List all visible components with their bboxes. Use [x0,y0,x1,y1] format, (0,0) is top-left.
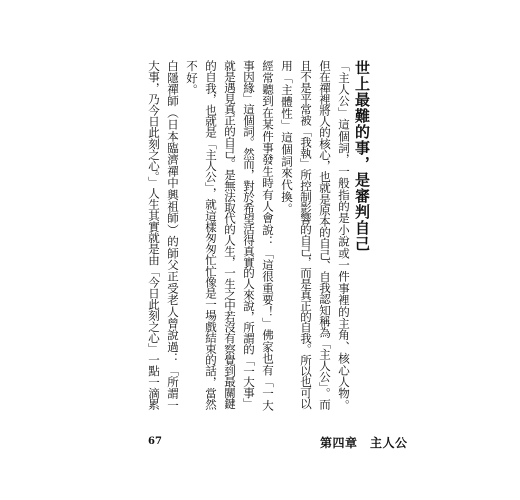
text-line-9: 不好。 [185,60,199,96]
text-line-3: 且不是平常被「我執」所控制影響的自己，而是真正的自我。所以也可以 [299,60,313,409]
text-line-6: 事因緣」這個詞。然而，對於希望活得真實的人來說，所謂的「一大事」 [242,60,256,409]
text-line-7: 就是遇見真正的自己。是無法取代的人生，一生之中若沒有察覺到最關鍵 [223,60,237,409]
text-line-10: 白隱禪師（日本臨濟禪中興祖師）的師父正受老人曾說過：「所謂一 [166,60,180,411]
text-line-4: 用「主體性」這個詞來代換。 [280,60,294,215]
text-line-1: 「主人公」這個詞，一般指的是小說或一件事裡的主角、核心人物。 [337,60,351,411]
text-line-11: 大事，乃今日此刻之心。」人生其實就是由「今日此刻之心」一點一滴累 [147,60,161,410]
text-line-2: 但在禪裡將人的核心，也就是原本的自己、自我認知稱為「主人公」。而 [318,60,332,410]
page-number: 67 [148,436,162,447]
text-line-8: 的自我，也就是「主人公」，就這樣匆匆忙忙像是一場戲結束的話，當然 [204,60,218,410]
text-line-5: 經常聽到在某件事發生時有人會說：「這很重要！」佛家也有「一大 [261,60,275,411]
section-heading: 世上最難的事，是審判自己 [353,60,371,252]
chapter-title: 第四章 主人公 [320,436,408,450]
